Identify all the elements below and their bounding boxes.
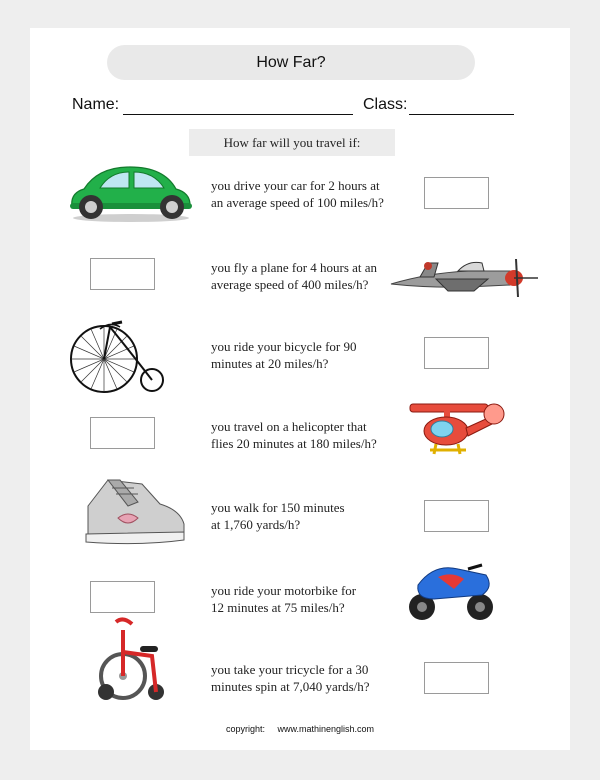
copyright xyxy=(30,724,570,734)
answer-box-4[interactable] xyxy=(90,417,155,449)
question-3-line-2: minutes at 20 miles/h? xyxy=(211,356,329,371)
sneaker-icon xyxy=(80,476,188,555)
question-1 xyxy=(211,177,411,211)
subtitle: How far will you travel if: xyxy=(189,129,395,156)
answer-box-6[interactable] xyxy=(90,581,155,613)
question-7 xyxy=(211,661,411,695)
question-3-line-1: you ride your bicycle for 90 xyxy=(211,339,357,354)
answer-box-1[interactable] xyxy=(424,177,489,209)
question-2-line-1: you fly a plane for 4 hours at an xyxy=(211,260,378,275)
motorbike-icon xyxy=(408,555,496,630)
question-5-line-1: you walk for 150 minutes xyxy=(211,500,345,515)
question-2-line-2: average speed of 400 miles/h? xyxy=(211,277,369,292)
question-3 xyxy=(211,338,411,372)
answer-box-5[interactable] xyxy=(424,500,489,532)
answer-box-7[interactable] xyxy=(424,662,489,694)
name-label: Name: xyxy=(72,96,120,113)
question-5 xyxy=(211,499,411,533)
worksheet-page xyxy=(30,28,570,750)
copyright-site-link[interactable]: www.mathinenglish.com xyxy=(277,724,375,734)
question-4 xyxy=(211,418,411,452)
question-6-line-1: you ride your motorbike for xyxy=(211,583,357,598)
answer-box-2[interactable] xyxy=(90,258,155,290)
question-6-line-2: 12 minutes at 75 miles/h? xyxy=(211,600,345,615)
question-2 xyxy=(211,259,411,293)
question-7-line-2: minutes spin at 7,040 yards/h? xyxy=(211,679,370,694)
class-field[interactable] xyxy=(409,114,514,115)
question-5-line-2: at 1,760 yards/h? xyxy=(211,517,301,532)
tricycle-icon xyxy=(96,616,170,713)
name-field[interactable] xyxy=(123,114,353,115)
airplane-icon xyxy=(388,253,543,303)
question-1-line-1: you drive your car for 2 hours at xyxy=(211,178,380,193)
question-1-line-2: an average speed of 100 miles/h? xyxy=(211,195,384,210)
car-icon xyxy=(64,163,198,228)
question-4-line-2: flies 20 minutes at 180 miles/h? xyxy=(211,436,377,451)
answer-box-3[interactable] xyxy=(424,337,489,369)
question-7-line-1: you take your tricycle for a 30 xyxy=(211,662,369,677)
class-label: Class: xyxy=(363,96,408,113)
question-4-line-1: you travel on a helicopter that xyxy=(211,419,367,434)
bicycle-icon xyxy=(68,319,168,402)
copyright-label: copyright: xyxy=(225,724,265,734)
helicopter-icon xyxy=(408,400,508,467)
question-6 xyxy=(211,582,411,616)
page-title: How Far? xyxy=(107,45,475,80)
